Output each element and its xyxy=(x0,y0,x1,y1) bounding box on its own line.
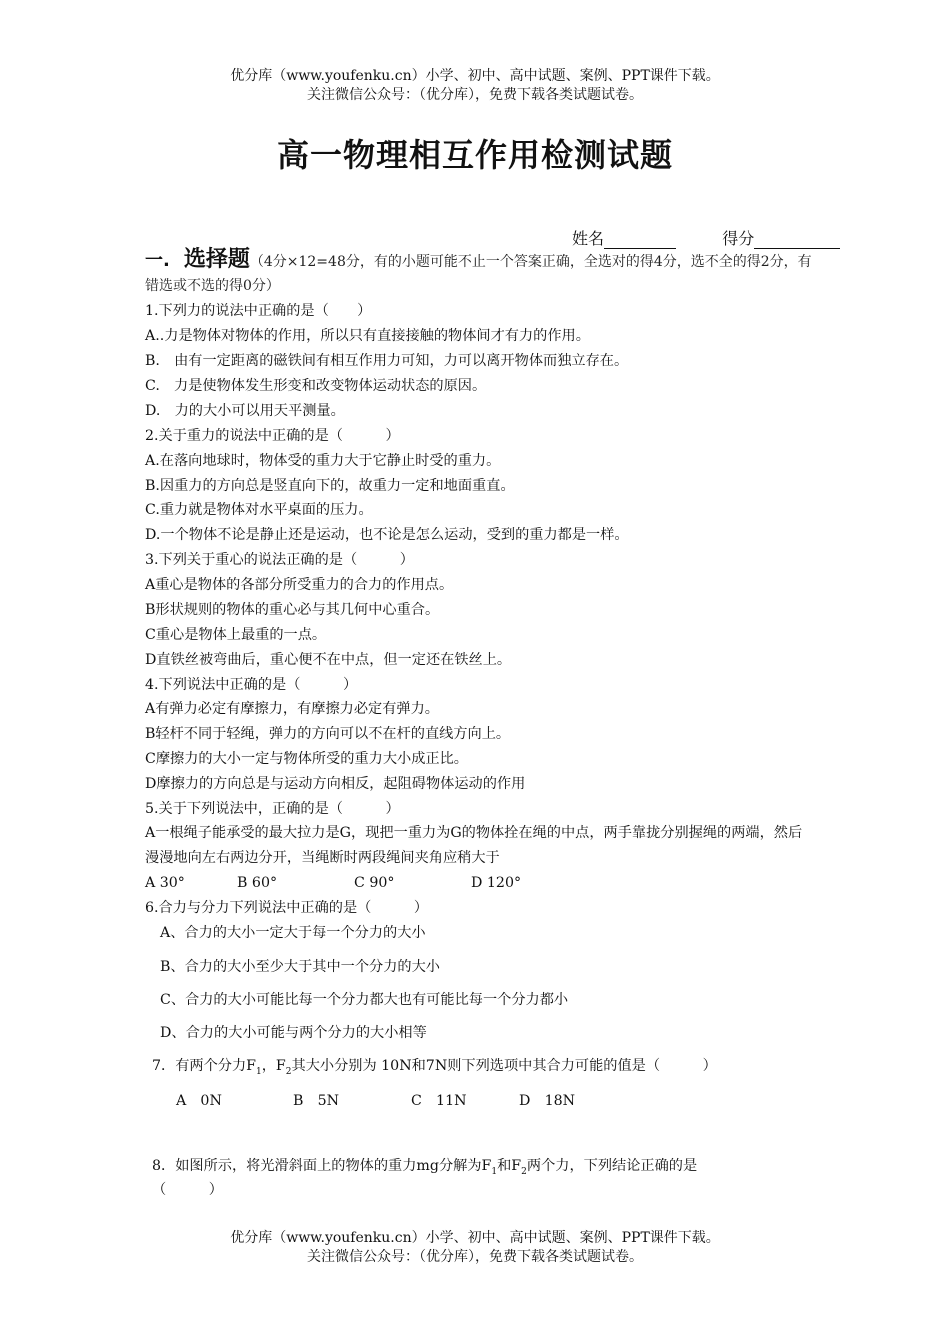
q2-option-b: B.因重力的方向总是竖直向下的，故重力一定和地面重直。 xyxy=(145,478,515,494)
q1-option-d: D. 力的大小可以用天平测量。 xyxy=(145,403,345,419)
q8-stem-mid: 和F xyxy=(497,1158,522,1174)
q2-option-c: C.重力就是物体对水平桌面的压力。 xyxy=(145,502,373,518)
q1-stem: 1.下列力的说法中正确的是（ ） xyxy=(145,303,372,319)
q2-stem: 2.关于重力的说法中正确的是（ ） xyxy=(145,428,400,444)
q1-option-a: A..力是物体对物体的作用，所以只有直接接触的物体间才有力的作用。 xyxy=(145,328,590,344)
q8-stem-start: 8．如图所示，将光滑斜面上的物体的重力mg分解为F xyxy=(152,1158,492,1174)
name-label: 姓名 xyxy=(572,229,605,248)
q4-stem: 4.下列说法中正确的是（ ） xyxy=(145,677,358,693)
q7-option-d: D 18N xyxy=(519,1093,576,1109)
q4-option-a: A有弹力必定有摩擦力，有摩擦力必定有弹力。 xyxy=(145,701,439,717)
q2-option-a: A.在落向地球时，物体受的重力大于它静止时受的重力。 xyxy=(145,453,501,469)
q8-answer-paren: （ ） xyxy=(152,1182,223,1198)
q5-text: A一根绳子能承受的最大拉力是G，现把一重力为G的物体拴在绳的中点，两手靠拢分别握绳的两端，然后漫漫地向左右两边分开，当绳断时两段绳间夹角应稍大于 xyxy=(145,825,803,866)
header-line-2: 关注微信公众号：（优分库），免费下载各类试题试卷。 xyxy=(307,87,643,103)
q7-sub-2: 2 xyxy=(285,1066,292,1077)
q5-stem: 5.关于下列说法中，正确的是（ ） xyxy=(145,801,400,817)
q8-stem-end: 两个力，下列结论正确的是 xyxy=(526,1158,698,1174)
section-note: （4分×12=48分，有的小题可能不止一个答案正确，全选对的得4分，选不全的得2分，有错选或不选的得0分） xyxy=(145,254,812,294)
q7-sub-1: 1 xyxy=(256,1066,262,1077)
q1-option-c: C. 力是使物体发生形变和改变物体运动状态的原因。 xyxy=(145,378,487,394)
q7-stem-end: 其大小分别为 10N和7N则下列选项中其合力可能的值是（ ） xyxy=(291,1058,717,1074)
q6-option-c: C、合力的大小可能比每一个分力都大也有可能比每一个分力都小 xyxy=(160,992,569,1008)
q6-option-b: B、合力的大小至少大于其中一个分力的大小 xyxy=(160,959,440,975)
q8-sub-2: 2 xyxy=(521,1166,527,1177)
q7-option-c: C 11N xyxy=(411,1093,467,1109)
q3-option-d: D直铁丝被弯曲后，重心便不在中点，但一定还在铁丝上。 xyxy=(145,652,512,668)
section-title: 选择题 xyxy=(183,247,250,272)
q5-option-a: A 30° xyxy=(145,875,185,891)
q8-sub-1: 1 xyxy=(491,1166,498,1177)
student-info-row xyxy=(572,226,840,249)
q5-option-c: C 90° xyxy=(354,875,395,891)
q7-option-a: A 0N xyxy=(176,1093,222,1109)
q6-option-a: A、合力的大小一定大于每一个分力的大小 xyxy=(160,925,426,941)
q2-option-d: D.一个物体不论是静止还是运动，也不论是怎么运动，受到的重力都是一样。 xyxy=(145,527,629,543)
q3-option-c: C重心是物体上最重的一点。 xyxy=(145,627,327,643)
q7-option-b: B 5N xyxy=(293,1093,340,1109)
section-number: 一. xyxy=(145,250,170,271)
q7-stem-mid: ，F xyxy=(261,1058,286,1074)
header-line-1: 优分库（www.youfenku.cn）小学、初中、高中试题、案例、PPT课件下载。 xyxy=(230,68,720,84)
q3-option-b: B形状规则的物体的重心必与其几何中心重合。 xyxy=(145,602,440,618)
q4-option-c: C摩擦力的大小一定与物体所受的重力大小成正比。 xyxy=(145,751,468,767)
q5-options xyxy=(145,873,521,893)
q7-options xyxy=(176,1091,575,1111)
q5-option-d: D 120° xyxy=(471,875,522,891)
q4-option-b: B轻杆不同于轻绳，弹力的方向可以不在杆的直线方向上。 xyxy=(145,726,511,742)
footer-line-2: 关注微信公众号：（优分库），免费下载各类试题试卷。 xyxy=(307,1249,643,1265)
q4-option-d: D摩擦力的方向总是与运动方向相反，起阻碍物体运动的作用 xyxy=(145,776,526,792)
footer-line-1: 优分库（www.youfenku.cn）小学、初中、高中试题、案例、PPT课件下载。 xyxy=(230,1230,720,1246)
q3-stem: 3.下列关于重心的说法正确的是（ ） xyxy=(145,552,414,568)
score-blank[interactable] xyxy=(754,230,840,249)
q8-stem xyxy=(152,1156,697,1182)
q7-stem xyxy=(152,1056,717,1082)
q5-option-b: B 60° xyxy=(237,875,278,891)
q6-stem: 6.合力与分力下列说法中正确的是（ ） xyxy=(145,900,429,916)
page-title: 高一物理相互作用检测试题 xyxy=(276,136,673,174)
section-1-heading xyxy=(145,248,825,298)
q1-option-b: B. 由有一定距离的磁铁间有相互作用力可知，力可以离开物体而独立存在。 xyxy=(145,353,629,369)
q7-stem-start: 7．有两个分力F xyxy=(152,1058,256,1074)
q3-option-a: A重心是物体的各部分所受重力的合力的作用点。 xyxy=(145,577,454,593)
score-label: 得分 xyxy=(722,229,755,248)
q6-option-d: D、合力的大小可能与两个分力的大小相等 xyxy=(160,1025,427,1041)
name-blank[interactable] xyxy=(604,230,676,249)
